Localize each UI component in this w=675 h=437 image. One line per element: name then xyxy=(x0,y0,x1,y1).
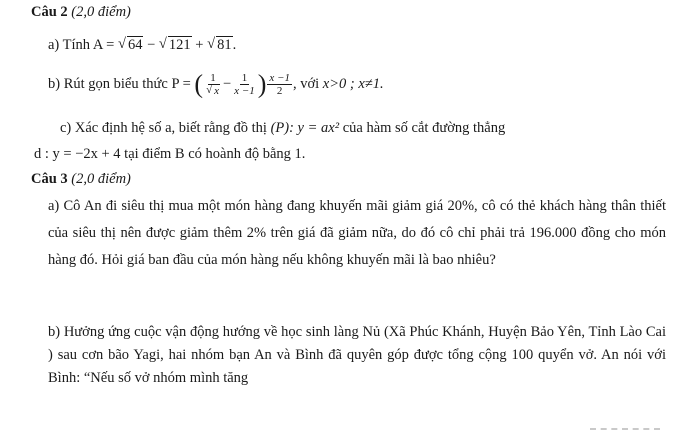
radicand-64: 64 xyxy=(127,37,143,53)
fraction-1-den xyxy=(204,85,222,97)
sqrt-121 xyxy=(159,36,192,54)
sqrt-64 xyxy=(118,36,144,54)
question-2-points: (2,0 điểm) xyxy=(71,4,131,20)
fraction-1 xyxy=(204,72,222,97)
question-2b-condition: x>0 ; x≠1. xyxy=(322,76,384,92)
question-3-heading xyxy=(31,170,131,188)
question-2b-cond-prefix: , với xyxy=(292,76,323,92)
question-2a xyxy=(48,36,236,54)
fraction-3-den: 2 xyxy=(276,85,283,98)
question-2a-end: . xyxy=(232,37,237,53)
paren-close: ) xyxy=(257,69,267,99)
radicand-121: 121 xyxy=(168,37,191,53)
question-3a-text: a) Cô An đi siêu thị mua một món hàng đang khuyến mãi giảm giá 20%, cô có thẻ khách hàng thân thiết của siêu thị nên được giảm thêm 2% trên giá đã giảm nữa, do đó cô chỉ phải trả 196.000 đồng cho món hàng đó. Hỏi giá ban đầu của món hàng nếu không khuyến mãi là bao nhiêu? xyxy=(48,198,666,268)
op-minus: − xyxy=(143,37,159,53)
fraction-3 xyxy=(267,72,292,97)
fraction-2-den: x −1 xyxy=(234,85,255,98)
fraction-1-num: 1 xyxy=(210,72,216,85)
question-3b-text: b) Hưởng ứng cuộc vận động hướng về học sinh làng Nủ (Xã Phúc Khánh, Huyện Bảo Yên, Tỉnh Lào Cai ) sau cơn bão Yagi, hai nhóm bạn An và Bình đã quyên góp được tổng cộng 100 quyển vở. An nói với Bình: “Nếu số vở nhóm mình tăng xyxy=(48,324,666,386)
op-minus-2: − xyxy=(222,76,232,92)
question-2c-line-1 xyxy=(60,119,505,137)
paren-open: ( xyxy=(194,69,204,99)
parabola-equation: (P): y = ax² xyxy=(270,120,340,136)
question-3b xyxy=(48,321,666,390)
fraction-3-num: x −1 xyxy=(269,72,290,85)
question-2c-line-2: d : y = −2x + 4 tại điểm B có hoành độ bằng 1. xyxy=(34,146,306,162)
radicand-81: 81 xyxy=(217,37,232,53)
question-2c-text-b: của hàm số cắt đường thẳng xyxy=(339,120,506,136)
question-2c-text-a: c) Xác định hệ số a, biết rằng đồ thị xyxy=(60,120,271,136)
sqrt-x xyxy=(206,85,220,97)
page-edge-mark xyxy=(590,428,660,430)
question-3a xyxy=(48,193,666,274)
fraction-2-num: 1 xyxy=(241,72,248,85)
fraction-2 xyxy=(232,72,257,97)
op-plus: + xyxy=(191,37,208,53)
question-3-title: Câu 3 xyxy=(31,171,68,187)
question-2a-prefix: a) Tính A = xyxy=(48,37,118,53)
question-2-title: Câu 2 xyxy=(31,4,68,20)
radicand-x: x xyxy=(214,85,219,98)
question-3-points: (2,0 điểm) xyxy=(71,171,131,187)
question-2-heading xyxy=(31,3,131,21)
question-2b xyxy=(48,70,384,98)
question-2b-prefix: b) Rút gọn biểu thức P = xyxy=(48,76,195,92)
sqrt-81 xyxy=(207,36,233,54)
